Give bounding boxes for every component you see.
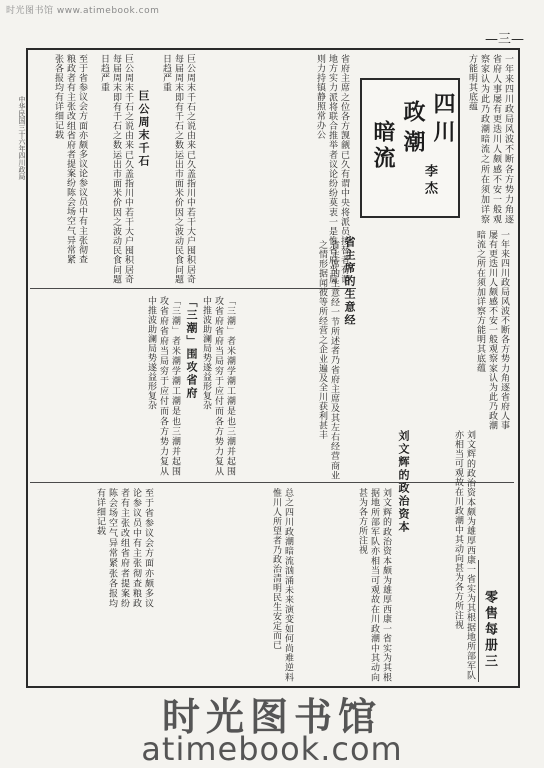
column-rule — [478, 560, 479, 682]
body-column: 至于省参议会方面亦颇多议论参议员中有主张彻查粮政者有主张改组省府者提案纷陈会场空气异常紧张各报均有详细记载 — [53, 54, 87, 264]
body-column: 刘文辉的政治资本颇为雄厚西康一省实为其根据地所部军队亦相当可观故在川政潮中其动向甚为各方所注视 — [357, 488, 391, 682]
body-column: 一年来四川政局风波不断各方势力角逐省府人事屡有更迭川人颇感不安一般观察家认为此乃政潮暗流之所在须加详察方能明其底蕴 — [467, 54, 513, 224]
watermark-logo-cn: 时光图书馆 — [161, 695, 382, 739]
header-strip — [0, 0, 544, 22]
section-heading: 省主席的生意经 — [343, 236, 356, 327]
retail-price: 零售每册三 — [482, 590, 497, 670]
section-heading: 「三潮」围攻省府 — [185, 296, 198, 400]
section-heading: 刘文辉的政治资本 — [397, 430, 410, 534]
body-column: 「三潮」者米潮学潮工潮是也三潮并起围攻省府省府当局穷于应付而各方势力复从中推波助澜局势遂益形复杂 — [201, 296, 235, 476]
side-strip-text: 中华民国三十六年四川政局 — [18, 96, 26, 180]
body-column: 至于省参议会方面亦颇多议论参议员中有主张彻查粮政者有主张改组省府者提案纷陈会场空气异常紧张各报均有详细记载 — [95, 488, 153, 608]
title-line-2: 政潮 — [400, 100, 426, 160]
body-column: 刘文辉的政治资本颇为雄厚西康一省实为其根据地所部军队亦相当可观故在川政潮中其动向甚为各方所注视 — [453, 430, 475, 680]
watermark-logo-en: atimebook.com — [141, 730, 403, 768]
body-column: 一年来四川政局风波不断各方势力角逐省府人事屡有更迭川人颇感不安一般观察家认为此乃政潮暗流之所在须加详察方能明其底蕴 — [475, 230, 509, 430]
page-number: —三— — [484, 32, 524, 47]
article-author: 李杰 — [422, 164, 437, 198]
section-heading: 巨公周末千石 — [137, 90, 150, 168]
title-line-3: 暗流 — [370, 120, 396, 172]
top-watermark: 时光图书馆 www.atimebook.com — [6, 6, 160, 16]
body-column: 巨公周末千石之说由来已久盖指川中若干大户囤积居奇每届周末即有千石之数运出市面米价因之波动民食问题日趋严重 — [99, 54, 133, 284]
body-column: 「三潮」者米潮学潮工潮是也三潮并起围攻省府省府当局穷于应付而各方势力复从中推波助澜局势遂益形复杂 — [146, 296, 180, 476]
body-column: 巨公周末千石之说由来已久盖指川中若干大户囤积居奇每届周末即有千石之数运出市面米价因之波动民食问题日趋严重 — [161, 54, 195, 284]
body-column: 总之四川政潮暗流汹涌未来演变如何尚难逆料惟川人所望者乃政治清明民生安定而已 — [271, 488, 293, 682]
title-line-1: 四川 — [430, 92, 456, 148]
article-title-box — [360, 78, 460, 218]
body-column: 省主席的生意经一节所述者乃省府主席及其左右经营商业之情形据闻彼等所经营之企业遍及全川获利甚丰 — [317, 240, 339, 480]
body-column: 省府主席之位各方觊觎已久有谓中央将派员接替者有谓地方实力派将联合推举者议论纷纷莫衷一是惟省府当局则力持镇静照常办公 — [315, 54, 349, 284]
